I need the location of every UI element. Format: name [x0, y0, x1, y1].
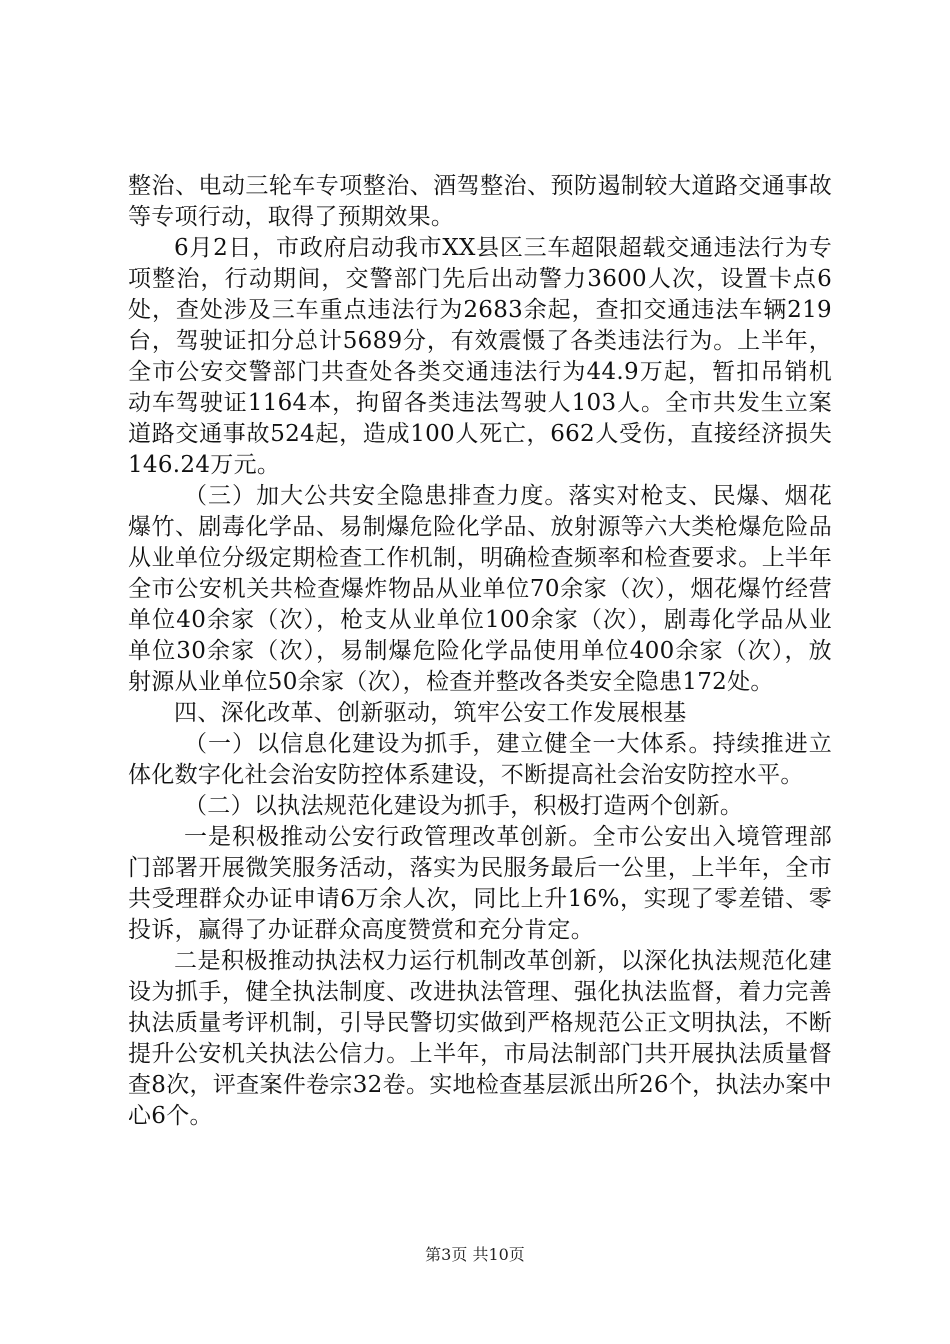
paragraph-continuation: 整治、电动三轮车专项整治、酒驾整治、预防遏制较大道路交通事故等专项行动，取得了预期效果。 [128, 173, 832, 230]
paragraph-law-enforcement-standardization: （二）以执法规范化建设为抓手，积极打造两个创新。 [184, 793, 744, 819]
paragraph-admin-reform: 一是积极推动公安行政管理改革创新。全市公安出入境管理部门部署开展微笑服务活动，落实为民服务最后一公里，上半年，全市共受理群众办证申请6万余人次，同比上升16%，实现了零差错、零投诉，赢得了办证群众高度赞赏和充分肯定。 [128, 824, 832, 943]
paragraph-enforcement-mechanism: 二是积极推动执法权力运行机制改革创新，以深化执法规范化建设为抓手，健全执法制度、改进执法管理、强化执法监督，着力完善执法质量考评机制，引导民警切实做到严格规范公正文明执法，不断提升公安机关执法公信力。上半年，市局法制部门共开展执法质量督查8次，评查案件卷宗32卷。实地检查基层派出所26个，执法办案中心6个。 [128, 948, 832, 1129]
paragraph-informatization: （一）以信息化建设为抓手，建立健全一大体系。持续推进立体化数字化社会治安防控体系建设，不断提高社会治安防控水平。 [128, 731, 832, 788]
paragraph-traffic-enforcement: 6月2日，市政府启动我市XX县区三车超限超载交通违法行为专项整治，行动期间，交警部门先后出动警力3600人次，设置卡点6处，查处涉及三车重点违法行为2683余起，查扣交通违法车辆219台，驾驶证扣分总计5689分，有效震慑了各类违法行为。上半年，全市公安交警部门共查处各类交通违法行为44.9万起，暂扣吊销机动车驾驶证1164本，拘留各类违法驾驶人103人。全市共发生立案道路交通事故524起，造成100人死亡，662人受伤，直接经济损失146.24万元。 [128, 235, 832, 478]
document-body [128, 171, 832, 1132]
paragraph-safety-inspection: （三）加大公共安全隐患排查力度。落实对枪支、民爆、烟花爆竹、剧毒化学品、易制爆危险化学品、放射源等六大类枪爆危险品从业单位分级定期检查工作机制，明确检查频率和检查要求。上半年全市公安机关共检查爆炸物品从业单位70余家（次），烟花爆竹经营单位40余家（次），枪支从业单位100余家（次），剧毒化学品从业单位30余家（次），易制爆危险化学品使用单位400余家（次），放射源从业单位50余家（次），检查并整改各类安全隐患172处。 [128, 483, 832, 695]
section-heading-reform: 四、深化改革、创新驱动，筑牢公安工作发展根基 [174, 700, 687, 726]
page-footer: 第3页 共10页 [425, 1245, 525, 1264]
